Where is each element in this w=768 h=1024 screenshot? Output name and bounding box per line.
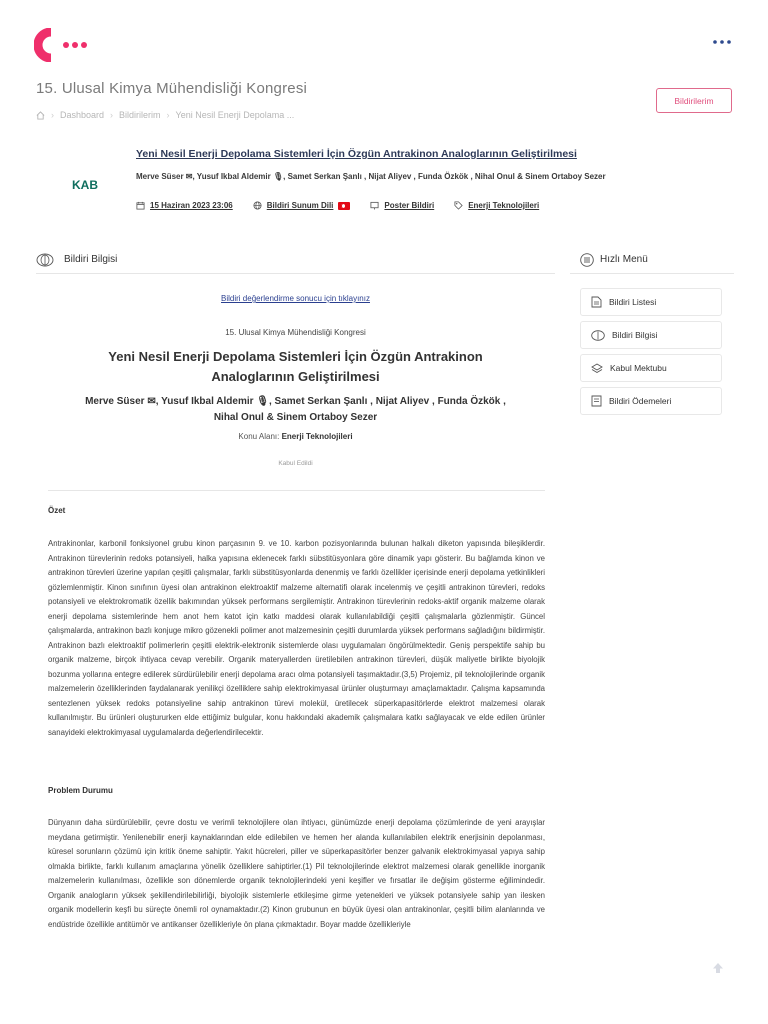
info-badge-icon — [591, 330, 605, 341]
summary-text: Antrakinonlar, karbonil fonksiyonel grubu kinon parçasının 9. ve 10. karbon pozisyonlarında bulunan halkalı diketon yapısında bileşiklerdir. Antrakinon türevlerinin redoks potansiyeli, halka yapısına eklenecek farklı sübstitüsyonlara göre dinamik yapı gösterir. Bu bağlamda kinon ve antrakinon türevleri üzerine yapılan çeşitli çalışmalar, farklı sübstitüsyonlarda denenmiş ve farklı özellikler içerisinde enerji depolama yetkinlikleri gözlemlenmiştir. Kinon sınıfının üyesi olan antrakinon elektroaktif malzeme alternatifi olarak incelenmiş ve çeşitli antrakinon türevleri, redoks potansiyeli ve elektrokromatik özellik bakımından yüksek performans sergilemiştir. Antrakinon türevlerinin redoks-aktif organik malzeme olarak enerji depolama sistemlerinde hem anot hem katot için katkı maddesi olarak kullanılabildiği çeşitli çalışmalarla gözlenmiştir. Güncel çalışmalarda, antrakinon bazlı konjuge mikro gözenekli polimer anot malzemesinin çeşitli durumlarda yüksek performans sağladığını bildirmiştir. Antrakinon bazlı elektroaktif polimerlerin çeşitli elektrik-elektronik sistemlerde olası uygulamaları öngörülmektedir. Geniş perspektife sahip bu organik malzeme, birçok ihtiyaca cevap verebilir. Organik materyallerden üretilebilen antrakinon türevleri, düşük maliyetle birlikte biyolojik bozunma yollarına entegre edilerek sürdürülebilir enerji depolama aracı olma potansiyeli taşımaktadır.(3,5) Projemiz, pil teknolojilerinde organik malzemelerin özelliklerinden faydalanarak yenilikçi özelliklere sahip elektrokimyasal ürünler oluşturmayı amaçlamaktadır. Çalışma kapsamında sentezlenen yüksek redoks potansiyeline sahip antrakinon türevi molekül, üretilecek süperkapasitörlerde elektrot malzemesi olarak kullanılmıştır. Bu ürünleri oluştururken elde ettiğimiz bulgular, konu hakkındaki akademik çalışmalara katkı sağlayacak ve elde edilen ürünler sanayideki elektrokimyasal uygulamalarda değerlendirilecektir. — [48, 539, 545, 737]
summary-heading: Özet — [48, 506, 66, 515]
paper-date[interactable] — [136, 201, 233, 210]
arrow-up-icon[interactable] — [710, 960, 726, 976]
paper-date-text: 15 Haziran 2023 23:06 — [150, 201, 233, 210]
document-list-icon — [591, 296, 602, 308]
info-badge-icon — [36, 253, 54, 267]
quick-menu-item-label: Bildiri Ödemeleri — [609, 396, 672, 406]
turkish-flag-icon — [338, 202, 350, 210]
paper-info-heading — [36, 246, 555, 274]
quick-menu-heading — [570, 246, 734, 274]
breadcrumb-separator: › — [110, 110, 114, 120]
paper-topic-text: Enerji Teknolojileri — [468, 201, 540, 210]
paper-language-text: Bildiri Sunum Dili — [266, 201, 334, 210]
quick-menu-heading-text: Hızlı Menü — [600, 254, 648, 265]
quick-menu-item-label: Bildiri Bilgisi — [612, 330, 658, 340]
paper-authors-full: Merve Süser ✉, Yusuf Ikbal Aldemir 🎙, Samet Serkan Şanlı , Nijat Aliyev , Funda Özkök , Nihal Onul & Sinem Ortaboy Sezer — [85, 396, 506, 423]
breadcrumb-dashboard[interactable]: Dashboard — [60, 110, 105, 120]
paper-title-link[interactable]: Yeni Nesil Enerji Depolama Sistemleri İçin Özgün Antrakinon Analoglarının Geliştirilmesi — [136, 148, 577, 160]
status-badge: KAB — [72, 178, 98, 192]
more-menu-icon[interactable] — [712, 36, 732, 48]
globe-icon — [253, 201, 262, 210]
home-icon[interactable] — [36, 111, 45, 120]
stack-icon — [591, 363, 603, 374]
problem-heading: Problem Durumu — [48, 786, 113, 795]
quick-menu-item-label: Kabul Mektubu — [610, 363, 667, 373]
paper-type-text: Poster Bildiri — [384, 201, 435, 210]
breadcrumb — [36, 110, 294, 120]
invoice-icon — [591, 395, 602, 407]
breadcrumb-separator: › — [51, 110, 54, 120]
breadcrumb-current: Yeni Nesil Enerji Depolama ... — [175, 110, 295, 120]
divider — [48, 490, 545, 491]
quick-menu-item-paper-list[interactable] — [580, 288, 722, 316]
acceptance-status: Kabul Edildi — [278, 460, 313, 467]
quick-menu-item-payments[interactable] — [580, 387, 722, 415]
topic-area-label: Konu Alanı — [238, 432, 278, 441]
evaluation-result-link[interactable]: Bildiri değerlendirme sonucu için tıklayınız — [221, 294, 370, 303]
poster-icon — [370, 201, 379, 210]
quick-menu-item-acceptance-letter[interactable] — [580, 354, 722, 382]
breadcrumb-my-papers[interactable]: Bildirilerim — [119, 110, 161, 120]
paper-authors: Merve Süser ✉, Yusuf Ikbal Aldemir 🎙, Samet Serkan Şanlı , Nijat Aliyev , Funda Özkök , Nihal Onul & Sinem Ortaboy Sezer — [136, 172, 606, 181]
paper-meta-row — [136, 201, 539, 210]
problem-text: Dünyanın daha sürdürülebilir, çevre dostu ve verimli teknolojilere olan ihtiyacı, günümüzde enerji depolama çözümlerinde de yeni arayışlar meydana getirmiştir. Yenilenebilir enerji kaynaklarından elde edilebilen ve hemen her alanda kullanılabilen elektrik enerjisinin depolanması, küresel sorunların çözümü için kritik öneme sahiptir. Yakıt hücreleri, piller ve süperkapasitörler benzer galvanik elektrokimyasal yapıya sahip olmakla birlikte, farklı kullanım amaçlarına yönelik özelliklere sahiptirler.(1) Pil teknolojilerinde elektrot malzemesi olarak genellikle inorganik malzemelerin kullanılması, özellikle son dönemlerde organik teknolojilerindeki yeni keşifler ve fırsatlar ile değişim gösterme eğilimindedir. Organik analogların yüksek şekillendirilebilirliği, biyolojik sistemlerle etkileşime girme yetenekleri ve yüksek potansiyele sahip yan ilesken organik modellerin keşfi bu süreçte önemli rol oynamaktadır.(2) Kinon grubunun en büyük üyesi olan antrakinonlar, çeşitli bilim alanlarında ve endüstride özellikle antitümör ve antikanser özellikleriyle ön plana çıkmaktadır. Boyar madde özellikleriyle — [48, 818, 545, 929]
my-papers-button[interactable]: Bildirilerim — [656, 88, 732, 113]
quick-menu-item-paper-info[interactable] — [580, 321, 722, 349]
paper-topic[interactable] — [454, 201, 539, 210]
paper-title: Yeni Nesil Enerji Depolama Sistemleri İçin Özgün Antrakinon Analoglarının Geliştirilmesi — [108, 349, 483, 384]
conference-title: 15. Ulusal Kimya Mühendisliği Kongresi — [36, 80, 308, 97]
calendar-icon — [136, 201, 145, 210]
paper-type[interactable] — [370, 201, 434, 210]
paper-language[interactable] — [253, 201, 351, 210]
quick-menu-item-label: Bildiri Listesi — [609, 297, 657, 307]
topic-area: Konu Alanı: Enerji Teknolojileri — [238, 432, 353, 441]
tag-icon — [454, 201, 463, 210]
logo[interactable] — [34, 28, 94, 62]
breadcrumb-separator: › — [166, 110, 170, 120]
menu-icon — [580, 253, 594, 267]
paper-info-heading-text: Bildiri Bilgisi — [64, 254, 118, 265]
conference-name: 15. Ulusal Kimya Mühendisliği Kongresi — [225, 328, 366, 337]
topic-area-value: Enerji Teknolojileri — [281, 432, 353, 441]
